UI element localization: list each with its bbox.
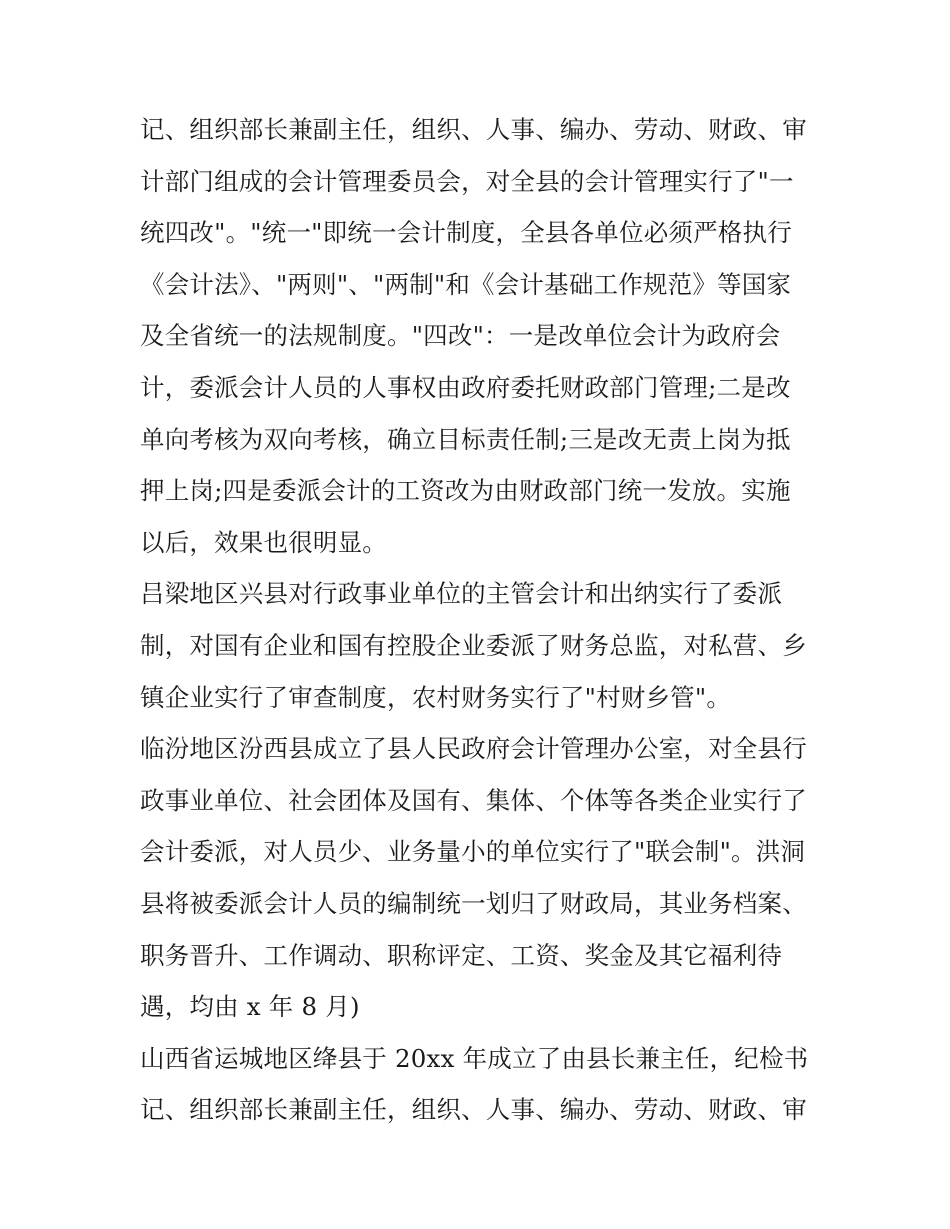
- text-line: 以后，效果也很明显。: [140, 527, 387, 557]
- document-body: [140, 104, 820, 1136]
- paragraph-1: [140, 104, 820, 568]
- text-line: 记、组织部长兼副主任，组织、人事、编办、劳动、财政、审: [140, 1095, 807, 1125]
- text-line: 统四改"。"统一"即统一会计制度，全县各单位必须严格执行: [140, 218, 792, 248]
- text-line: 《会计法》、"两则"、"两制"和《会计基础工作规范》等国家: [140, 269, 792, 299]
- text-line: 遇，均由 x 年 8 月): [140, 992, 360, 1022]
- paragraph-3: [140, 723, 820, 1033]
- text-line: 临汾地区汾西县成立了县人民政府会计管理办公室，对全县行: [140, 734, 807, 764]
- text-line: 政事业单位、社会团体及国有、集体、个体等各类企业实行了: [140, 785, 807, 815]
- text-line: 记、组织部长兼副主任，组织、人事、编办、劳动、财政、审: [140, 115, 807, 144]
- text-line: 镇企业实行了审查制度，农村财务实行了"村财乡管"。: [140, 682, 732, 712]
- text-line: 制，对国有企业和国有控股企业委派了财务总监，对私营、乡: [140, 630, 807, 660]
- text-line: 会计委派，对人员少、业务量小的单位实行了"联会制"。洪洞: [140, 837, 806, 867]
- paragraph-4: [140, 1033, 820, 1136]
- paragraph-2: [140, 568, 820, 723]
- text-line: 吕梁地区兴县对行政事业单位的主管会计和出纳实行了委派: [140, 579, 783, 609]
- text-line: 职务晋升、工作调动、职称评定、工资、奖金及其它福利待: [140, 940, 783, 970]
- text-line: 及全省统一的法规制度。"四改"：一是改单位会计为政府会: [140, 321, 781, 351]
- text-line: 计，委派会计人员的人事权由政府委托财政部门管理;二是改: [140, 372, 791, 402]
- text-line: 计部门组成的会计管理委员会，对全县的会计管理实行了"一: [140, 166, 794, 196]
- text-line: 单向考核为双向考核，确立目标责任制;三是改无责上岗为抵: [140, 424, 791, 454]
- text-line: 押上岗;四是委派会计的工资改为由财政部门统一发放。实施: [140, 476, 791, 506]
- text-line: 县将被委派会计人员的编制统一划归了财政局，其业务档案、: [140, 888, 807, 918]
- text-line: 山西省运城地区绛县于 20xx 年成立了由县长兼主任，纪检书: [140, 1043, 809, 1073]
